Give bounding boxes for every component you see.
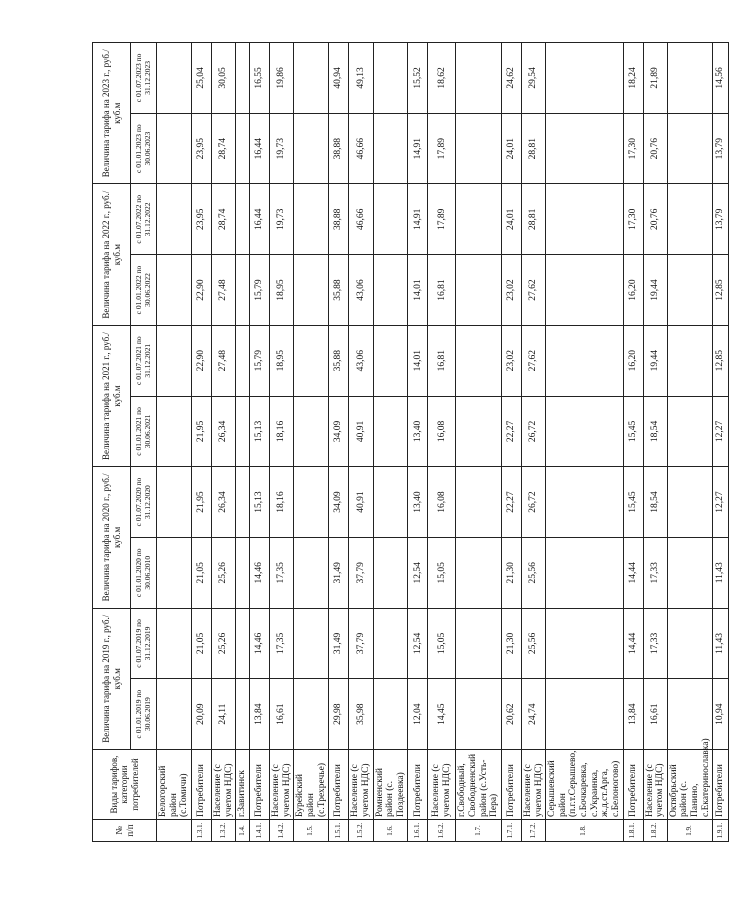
tariff-value: 29,54 <box>521 43 545 114</box>
row-number: 1.8.1. <box>623 820 643 842</box>
tariff-value <box>294 43 329 114</box>
tariff-value <box>667 43 713 114</box>
tariff-value: 12,85 <box>713 325 729 396</box>
tariff-value: 15,13 <box>250 396 270 467</box>
tariff-value: 12,85 <box>713 255 729 326</box>
tariff-value: 15,45 <box>623 467 643 538</box>
tariff-value <box>236 537 250 608</box>
tariff-value <box>373 325 408 396</box>
tariff-value <box>236 255 250 326</box>
tariff-value: 15,52 <box>408 43 428 114</box>
table-row-section <box>157 43 192 842</box>
tariff-value: 18,62 <box>428 43 456 114</box>
tariff-table <box>92 42 729 842</box>
tariff-value: 16,44 <box>250 113 270 184</box>
tariff-value: 12,27 <box>713 467 729 538</box>
table-row-section <box>373 43 408 842</box>
tariff-value: 27,62 <box>521 255 545 326</box>
tariff-value: 35,88 <box>329 325 349 396</box>
row-number: 1.7.1. <box>501 820 521 842</box>
tariff-value <box>294 113 329 184</box>
row-number: 1.9.1. <box>713 820 729 842</box>
tariff-value: 14,56 <box>713 43 729 114</box>
header-period: с 01.01.2021 по 30.06.2021 <box>131 396 157 467</box>
row-label: Ромненский район (с. Поздеевка) <box>373 750 408 820</box>
row-label: Население (с учетом НДС) <box>428 750 456 820</box>
row-number: 1.5.2. <box>349 820 373 842</box>
tariff-value <box>456 43 502 114</box>
tariff-value: 24,11 <box>211 679 235 750</box>
tariff-value <box>546 255 623 326</box>
tariff-value: 24,01 <box>501 184 521 255</box>
tariff-value: 19,86 <box>270 43 294 114</box>
tariff-value: 20,09 <box>191 679 211 750</box>
tariff-value <box>373 679 408 750</box>
tariff-value <box>294 325 329 396</box>
tariff-value: 27,48 <box>211 325 235 396</box>
tariff-value: 34,09 <box>329 467 349 538</box>
tariff-value <box>667 537 713 608</box>
tariff-value <box>236 43 250 114</box>
tariff-value: 17,89 <box>428 184 456 255</box>
tariff-value <box>456 608 502 679</box>
row-label: Бурейский район (с.Трехречье) <box>294 750 329 820</box>
tariff-value: 26,72 <box>521 396 545 467</box>
tariff-value <box>294 679 329 750</box>
row-number: 1.4.1. <box>250 820 270 842</box>
row-label: Серышевский район (п.г.т.Серышево, с.Бочкаревка, с.Украинка, ж.д.ст.Арга, с.Белоногово) <box>546 750 623 820</box>
tariff-value: 46,66 <box>349 184 373 255</box>
tariff-value <box>157 467 192 538</box>
tariff-value: 38,88 <box>329 113 349 184</box>
tariff-value: 16,44 <box>250 184 270 255</box>
tariff-value <box>456 325 502 396</box>
tariff-value: 14,46 <box>250 537 270 608</box>
tariff-value: 29,98 <box>329 679 349 750</box>
tariff-value: 26,34 <box>211 396 235 467</box>
tariff-value: 30,05 <box>211 43 235 114</box>
table-body <box>157 43 729 842</box>
row-number: 1.3.2. <box>211 820 235 842</box>
tariff-value: 19,73 <box>270 184 294 255</box>
row-label: Население (с учетом НДС) <box>643 750 667 820</box>
tariff-value: 23,95 <box>191 113 211 184</box>
tariff-value <box>546 396 623 467</box>
row-number <box>157 820 192 842</box>
table-row-section <box>294 43 329 842</box>
tariff-value: 16,20 <box>623 255 643 326</box>
tariff-value: 28,74 <box>211 113 235 184</box>
tariff-value: 40,94 <box>329 43 349 114</box>
table-row <box>270 43 294 842</box>
tariff-value <box>294 537 329 608</box>
header-period: с 01.01.2023 по 30.06.2023 <box>131 113 157 184</box>
tariff-value <box>294 467 329 538</box>
tariff-value: 17,35 <box>270 608 294 679</box>
tariff-value <box>456 255 502 326</box>
tariff-value: 13,79 <box>713 184 729 255</box>
tariff-value: 14,91 <box>408 113 428 184</box>
tariff-value: 18,54 <box>643 467 667 538</box>
tariff-value: 15,05 <box>428 608 456 679</box>
header-period: с 01.07.2022 по 31.12.2022 <box>131 184 157 255</box>
tariff-value: 23,95 <box>191 184 211 255</box>
row-label: Потребители <box>191 750 211 820</box>
header-period: с 01.01.2019 по 30.06.2019 <box>131 679 157 750</box>
tariff-value <box>667 608 713 679</box>
tariff-value: 40,91 <box>349 467 373 538</box>
row-label: г.Свободный, Свободненский район (с.Усть-Пера) <box>456 750 502 820</box>
tariff-value: 28,81 <box>521 113 545 184</box>
table-row-section <box>667 43 713 842</box>
tariff-value: 24,62 <box>501 43 521 114</box>
tariff-value <box>236 184 250 255</box>
tariff-value: 16,08 <box>428 467 456 538</box>
table-row <box>643 43 667 842</box>
tariff-value <box>373 608 408 679</box>
tariff-value: 21,05 <box>191 608 211 679</box>
tariff-value: 22,90 <box>191 325 211 396</box>
tariff-value: 26,72 <box>521 467 545 538</box>
tariff-value: 18,54 <box>643 396 667 467</box>
tariff-value: 15,79 <box>250 325 270 396</box>
tariff-value <box>157 184 192 255</box>
tariff-value: 16,08 <box>428 396 456 467</box>
table-row <box>408 43 428 842</box>
tariff-value: 15,45 <box>623 396 643 467</box>
row-label: Октябрьский район (с. Панино, с.Екатеринославка) <box>667 750 713 820</box>
row-label: Потребители <box>329 750 349 820</box>
header-number: № п/п <box>93 820 157 842</box>
tariff-document-rotated <box>92 42 726 842</box>
row-label: Потребители <box>408 750 428 820</box>
tariff-value: 43,06 <box>349 325 373 396</box>
header-year-2020: Величина тарифа на 2020 г., руб./куб.м <box>93 467 131 608</box>
tariff-value <box>294 608 329 679</box>
tariff-value: 46,66 <box>349 113 373 184</box>
tariff-value: 14,45 <box>428 679 456 750</box>
tariff-value: 16,81 <box>428 255 456 326</box>
tariff-value <box>667 467 713 538</box>
tariff-value <box>456 396 502 467</box>
table-row <box>521 43 545 842</box>
tariff-value: 12,54 <box>408 537 428 608</box>
tariff-value: 25,26 <box>211 537 235 608</box>
header-year-2022: Величина тарифа на 2022 г., руб./куб.м <box>93 184 131 325</box>
tariff-value <box>236 113 250 184</box>
tariff-value: 26,34 <box>211 467 235 538</box>
tariff-value: 15,79 <box>250 255 270 326</box>
tariff-value: 17,35 <box>270 537 294 608</box>
row-label: Население (с учетом НДС) <box>521 750 545 820</box>
tariff-value: 18,95 <box>270 325 294 396</box>
tariff-value: 27,48 <box>211 255 235 326</box>
tariff-value <box>236 679 250 750</box>
tariff-value <box>157 255 192 326</box>
tariff-value <box>456 679 502 750</box>
tariff-value: 34,09 <box>329 396 349 467</box>
tariff-value <box>546 679 623 750</box>
tariff-value: 16,81 <box>428 325 456 396</box>
tariff-value: 13,40 <box>408 467 428 538</box>
row-number: 1.6. <box>373 820 408 842</box>
header-year-2019: Величина тарифа на 2019 г., руб./куб.м <box>93 608 131 749</box>
row-number: 1.7.2. <box>521 820 545 842</box>
tariff-value: 22,90 <box>191 255 211 326</box>
tariff-value: 14,01 <box>408 255 428 326</box>
row-number: 1.4.2. <box>270 820 294 842</box>
tariff-value <box>157 325 192 396</box>
table-row <box>501 43 521 842</box>
tariff-value: 18,24 <box>623 43 643 114</box>
tariff-value <box>157 113 192 184</box>
row-label: Белогорский район (с.Томичи) <box>157 750 192 820</box>
tariff-value: 16,20 <box>623 325 643 396</box>
row-label: Потребители <box>501 750 521 820</box>
tariff-value <box>236 467 250 538</box>
table-row <box>623 43 643 842</box>
tariff-value: 37,79 <box>349 608 373 679</box>
row-number: 1.6.1. <box>408 820 428 842</box>
row-number: 1.5.1. <box>329 820 349 842</box>
tariff-value: 13,40 <box>408 396 428 467</box>
tariff-value <box>157 537 192 608</box>
row-number: 1.7. <box>456 820 502 842</box>
table-row <box>191 43 211 842</box>
tariff-value: 18,95 <box>270 255 294 326</box>
tariff-value: 14,01 <box>408 325 428 396</box>
tariff-value <box>546 43 623 114</box>
tariff-value: 27,62 <box>521 325 545 396</box>
tariff-value: 11,43 <box>713 608 729 679</box>
tariff-value <box>373 255 408 326</box>
tariff-value: 16,55 <box>250 43 270 114</box>
tariff-value: 21,89 <box>643 43 667 114</box>
tariff-value <box>373 537 408 608</box>
tariff-value: 40,91 <box>349 396 373 467</box>
row-label: Население (с учетом НДС) <box>270 750 294 820</box>
tariff-value: 49,13 <box>349 43 373 114</box>
tariff-value <box>456 537 502 608</box>
header-period: с 01.01.2022 по 30.06.2022 <box>131 255 157 326</box>
tariff-value: 10,94 <box>713 679 729 750</box>
table-row <box>349 43 373 842</box>
tariff-value: 15,05 <box>428 537 456 608</box>
tariff-value: 35,98 <box>349 679 373 750</box>
tariff-value <box>667 184 713 255</box>
tariff-value: 35,88 <box>329 255 349 326</box>
tariff-value <box>373 43 408 114</box>
row-label: г.Завитинск <box>236 750 250 820</box>
tariff-value <box>546 537 623 608</box>
tariff-value: 24,74 <box>521 679 545 750</box>
tariff-value <box>373 467 408 538</box>
tariff-value: 24,01 <box>501 113 521 184</box>
tariff-value: 25,56 <box>521 537 545 608</box>
tariff-value: 14,91 <box>408 184 428 255</box>
header-period: с 01.07.2020 по 31.12.2020 <box>131 467 157 538</box>
tariff-value: 25,26 <box>211 608 235 679</box>
tariff-value <box>667 325 713 396</box>
tariff-value: 13,84 <box>250 679 270 750</box>
tariff-value <box>236 325 250 396</box>
tariff-value <box>157 43 192 114</box>
tariff-value: 19,44 <box>643 325 667 396</box>
tariff-value <box>236 608 250 679</box>
row-number: 1.8.2. <box>643 820 667 842</box>
tariff-value: 20,76 <box>643 184 667 255</box>
tariff-value: 13,84 <box>623 679 643 750</box>
table-row <box>428 43 456 842</box>
tariff-value: 14,44 <box>623 608 643 679</box>
header-period: с 01.07.2019 по 31.12.2019 <box>131 608 157 679</box>
header-year-2021: Величина тарифа на 2021 г., руб./куб.м <box>93 325 131 466</box>
tariff-value: 19,73 <box>270 113 294 184</box>
tariff-value: 28,74 <box>211 184 235 255</box>
header-period: с 01.07.2023 по 31.12.2023 <box>131 43 157 114</box>
tariff-value: 28,81 <box>521 184 545 255</box>
row-label: Население (с учетом НДС) <box>349 750 373 820</box>
tariff-value: 21,30 <box>501 608 521 679</box>
row-label: Потребители <box>250 750 270 820</box>
tariff-value: 13,79 <box>713 113 729 184</box>
tariff-value: 21,05 <box>191 537 211 608</box>
tariff-value <box>456 184 502 255</box>
row-label: Население (с учетом НДС) <box>211 750 235 820</box>
tariff-value: 22,27 <box>501 396 521 467</box>
tariff-value: 17,89 <box>428 113 456 184</box>
tariff-value <box>546 113 623 184</box>
row-number: 1.3.1. <box>191 820 211 842</box>
tariff-value <box>373 113 408 184</box>
tariff-value: 20,62 <box>501 679 521 750</box>
tariff-value: 21,30 <box>501 537 521 608</box>
row-number: 1.6.2. <box>428 820 456 842</box>
tariff-value <box>456 467 502 538</box>
tariff-value: 38,88 <box>329 184 349 255</box>
row-number: 1.9. <box>667 820 713 842</box>
tariff-value: 15,13 <box>250 467 270 538</box>
tariff-value: 31,49 <box>329 608 349 679</box>
tariff-value: 23,02 <box>501 325 521 396</box>
row-label: Потребители <box>713 750 729 820</box>
tariff-value <box>373 184 408 255</box>
tariff-value <box>236 396 250 467</box>
tariff-value: 25,04 <box>191 43 211 114</box>
table-row <box>329 43 349 842</box>
tariff-value: 25,56 <box>521 608 545 679</box>
tariff-value: 19,44 <box>643 255 667 326</box>
tariff-value <box>294 396 329 467</box>
table-row <box>250 43 270 842</box>
tariff-value: 14,44 <box>623 537 643 608</box>
tariff-value <box>546 467 623 538</box>
tariff-value <box>157 608 192 679</box>
tariff-value <box>157 679 192 750</box>
tariff-value: 12,27 <box>713 396 729 467</box>
tariff-value <box>294 184 329 255</box>
tariff-value <box>157 396 192 467</box>
row-number: 1.5. <box>294 820 329 842</box>
tariff-value: 12,54 <box>408 608 428 679</box>
tariff-value: 12,04 <box>408 679 428 750</box>
table-row <box>713 43 729 842</box>
tariff-value <box>546 608 623 679</box>
tariff-value: 17,33 <box>643 608 667 679</box>
tariff-value: 20,76 <box>643 113 667 184</box>
tariff-value: 37,79 <box>349 537 373 608</box>
tariff-value <box>294 255 329 326</box>
tariff-value: 17,30 <box>623 184 643 255</box>
tariff-value: 31,49 <box>329 537 349 608</box>
tariff-value <box>667 255 713 326</box>
tariff-value: 21,95 <box>191 396 211 467</box>
tariff-value: 43,06 <box>349 255 373 326</box>
header-period: с 01.07.2021 по 31.12.2021 <box>131 325 157 396</box>
table-row-section <box>236 43 250 842</box>
tariff-value: 17,33 <box>643 537 667 608</box>
table-row-section <box>456 43 502 842</box>
tariff-value: 16,61 <box>270 679 294 750</box>
tariff-value: 16,61 <box>643 679 667 750</box>
tariff-value: 11,43 <box>713 537 729 608</box>
tariff-value <box>373 396 408 467</box>
tariff-value: 23,02 <box>501 255 521 326</box>
tariff-value: 18,16 <box>270 467 294 538</box>
tariff-value: 14,46 <box>250 608 270 679</box>
tariff-value: 17,30 <box>623 113 643 184</box>
row-number: 1.4. <box>236 820 250 842</box>
tariff-value <box>546 325 623 396</box>
tariff-value <box>667 113 713 184</box>
row-label: Потребители <box>623 750 643 820</box>
tariff-value <box>456 113 502 184</box>
table-row <box>211 43 235 842</box>
table-header <box>93 43 157 842</box>
tariff-value <box>667 396 713 467</box>
row-number: 1.8. <box>546 820 623 842</box>
tariff-value <box>546 184 623 255</box>
table-row-section <box>546 43 623 842</box>
header-period: с 01.01.2020 по 30.06.2010 <box>131 537 157 608</box>
header-year-2023: Величина тарифа на 2023 г., руб./куб.м <box>93 43 131 185</box>
header-tariff-type: Виды тарифов, категории потребителей <box>93 750 157 820</box>
tariff-value: 21,95 <box>191 467 211 538</box>
tariff-value: 22,27 <box>501 467 521 538</box>
tariff-value: 18,16 <box>270 396 294 467</box>
